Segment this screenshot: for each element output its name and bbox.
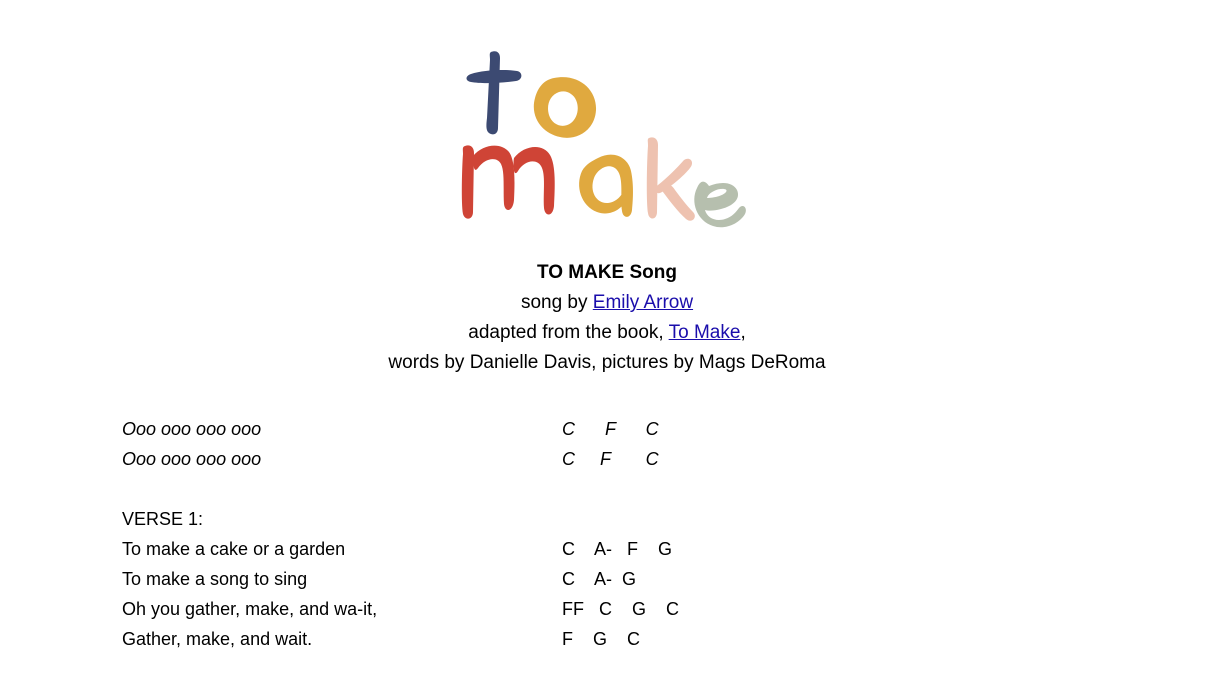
lyric-text: To make a song to sing	[122, 569, 308, 589]
logo-container	[0, 0, 1214, 250]
chord-text: C A- F G	[562, 539, 673, 559]
logo-letter-o	[534, 77, 596, 138]
chord-text: FF C G C	[562, 599, 679, 619]
logo-letter-a	[579, 155, 633, 217]
lyric-row	[122, 624, 1214, 654]
adapted-suffix: ,	[740, 322, 746, 343]
credits: words by Danielle Davis, pictures by Mags DeRoma	[388, 352, 826, 373]
chord-text: C F C	[562, 449, 659, 469]
chord-text: F G C	[562, 629, 641, 649]
byline-prefix: song by	[520, 292, 593, 313]
book-link[interactable]: To Make	[668, 322, 741, 343]
lyric-row	[122, 444, 1214, 474]
lyric-text: Oh you gather, make, and wa-it,	[122, 599, 378, 619]
to-make-logo	[457, 40, 757, 240]
chord-text: C A- G	[562, 569, 637, 589]
page-title: TO MAKE Song	[536, 262, 678, 283]
lyric-row	[122, 594, 1214, 624]
byline	[0, 288, 1214, 318]
lyric-text: Ooo ooo ooo ooo	[122, 449, 262, 469]
lyric-text: Gather, make, and wait.	[122, 629, 313, 649]
lyric-row	[122, 564, 1214, 594]
verse-label: VERSE 1:	[122, 509, 204, 529]
adapted-prefix: adapted from the book,	[468, 322, 669, 343]
logo-letter-k	[647, 137, 695, 220]
lyrics-sheet	[0, 414, 1214, 654]
lyric-text: Ooo ooo ooo ooo	[122, 419, 262, 439]
logo-letter-e	[694, 182, 746, 228]
blank-line	[122, 474, 1214, 504]
logo-letter-t	[467, 51, 522, 134]
title-block	[0, 258, 1214, 378]
artist-link[interactable]: Emily Arrow	[592, 292, 694, 313]
logo-letter-m	[462, 145, 555, 218]
lyric-row	[122, 534, 1214, 564]
lyric-text: To make a cake or a garden	[122, 539, 346, 559]
chord-text: C F C	[562, 419, 659, 439]
lyric-row	[122, 414, 1214, 444]
adapted-from	[0, 318, 1214, 348]
